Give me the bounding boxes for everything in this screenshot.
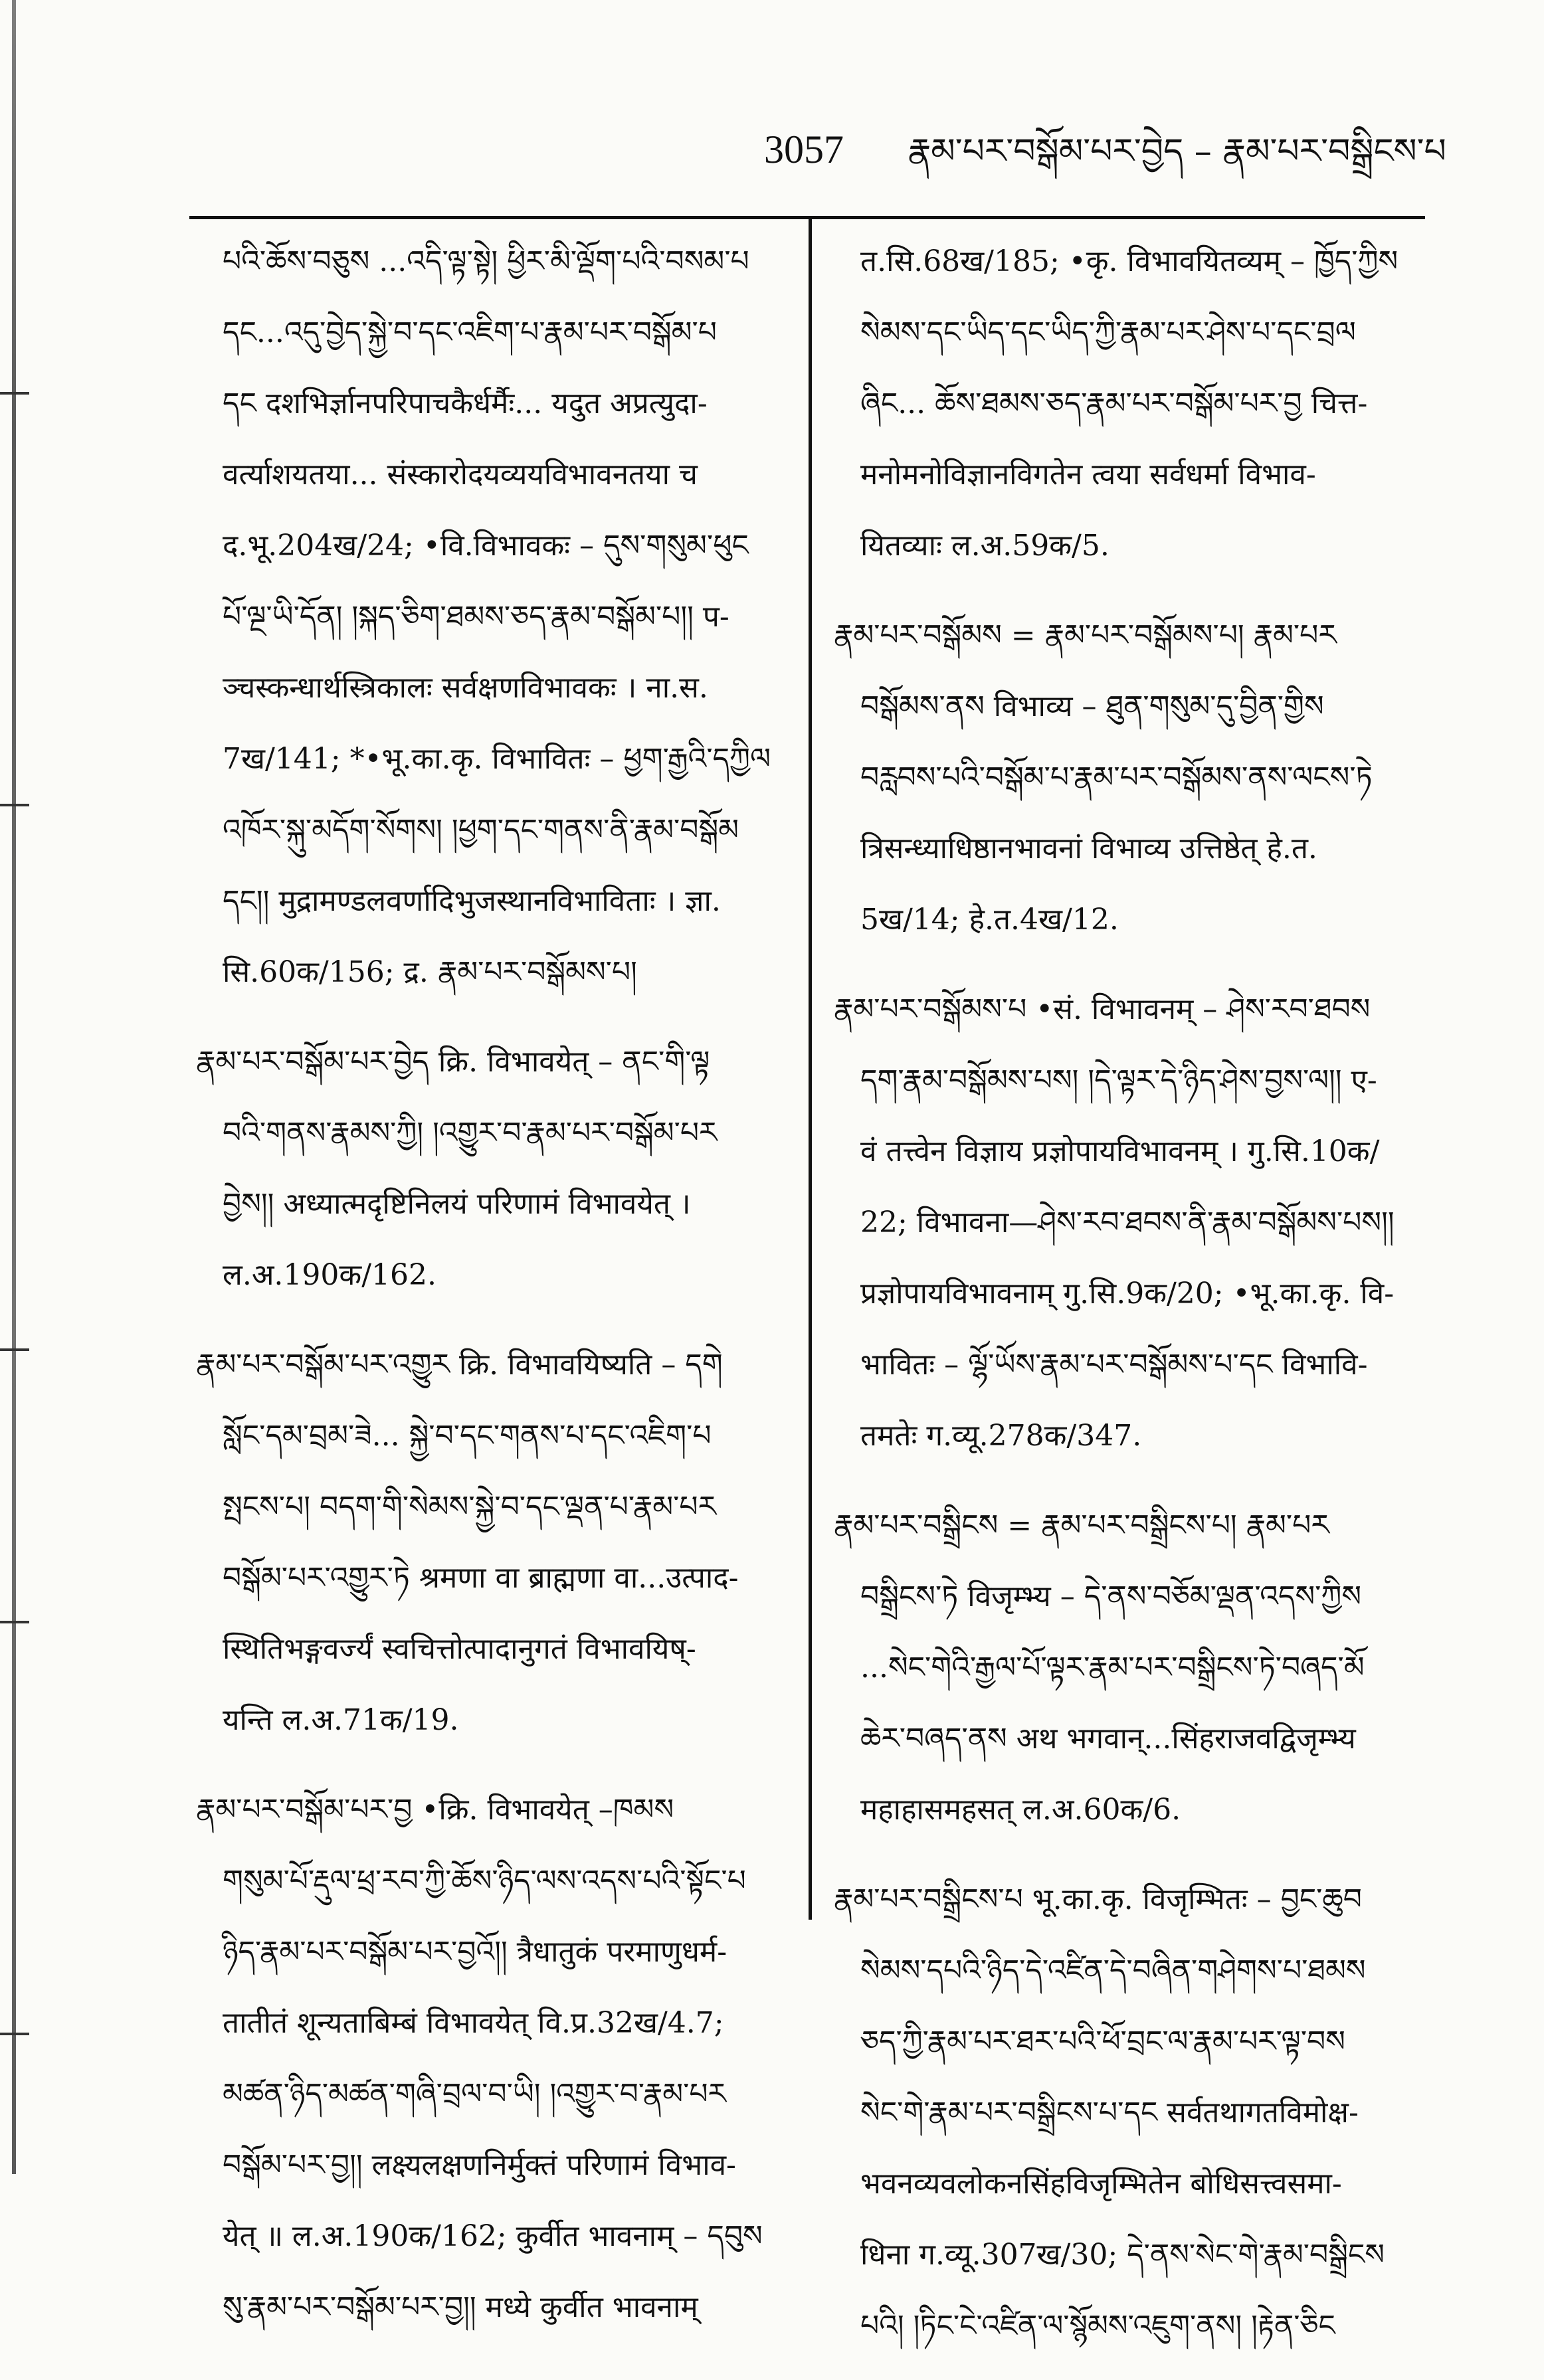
entry-line: सि.60क/156; द्र. རྣམ་པར་བསྒོམས་པ། xyxy=(223,955,637,989)
dictionary-entry xyxy=(196,1774,781,2343)
entry-line: སེམས་དཔའི་ཉིད་དེ་འཛིན་དེ་བཞིན་གཤེགས་པ་ཐམས xyxy=(860,1954,1366,1987)
binding-mark xyxy=(0,2033,29,2035)
entry-line: ཆེར་བཞད་ནས अथ भगवान्...सिंहराजवद्विजृम्भ्य xyxy=(860,1722,1356,1756)
dictionary-entry xyxy=(834,1490,1418,1845)
entry-headline: རྣམ་པར་བསྒོམ་པར་བྱ •क्रि. विभावयेत् –ཁམས xyxy=(196,1793,674,1827)
entry-line: वं तत्त्वेन विज्ञाय प्रज्ञोपायविभावनम् । गु.सि.10क/ xyxy=(860,1135,1380,1168)
entry-headline: རྣམ་པར་བསྒོམ་པར་འགྱུར क्रि. विभावयिष्यति – དགེ xyxy=(196,1348,723,1382)
page-binding-edge xyxy=(12,0,16,2174)
entry-line: ཉིད་རྣམ་པར་བསྒོམ་པར་བྱའོ།། त्रैधातुकं परमाणुधर्म- xyxy=(223,1935,727,1969)
entry-line: དང दशभिर्ज्ञानपरिपाचकैर्धर्मैः... यदुत अप्रत्युदा- xyxy=(223,387,708,420)
entry-line: येत् ॥ ल.अ.190क/162; कुर्वीत भावनाम् – དབུས xyxy=(223,2219,763,2253)
entry-line: ཅད་ཀྱི་རྣམ་པར་ཐར་པའི་ཕོ་བྲང་ལ་རྣམ་པར་ལྟ་བས xyxy=(860,2025,1345,2059)
entry-line: སྤངས་པ། བདག་གི་སེམས་སྐྱེ་བ་དང་ལྡན་པ་རྣམ་པར xyxy=(223,1490,717,1524)
entry-line: 22; विभावना—ཤེས་རབ་ཐབས་ནི་རྣམ་བསྒོམས་པས།། xyxy=(860,1206,1395,1239)
entry-line: བསྒོམས་ནས विभाव्य – ཐུན་གསུམ་དུ་བྱིན་གྱིས xyxy=(860,689,1324,723)
entry-line: དང།། मुद्रामण्डलवर्णादिभुजस्थानविभाविताः । ज्ञा. xyxy=(223,884,721,918)
entry-headline: རྣམ་པར་བསྒྲིངས་པ भू.का.कृ. विजृम्भितः – བྱང་ཆུབ xyxy=(834,1882,1362,1916)
entry-line: यितव्याः ल.अ.59क/5. xyxy=(860,529,1110,563)
entry-headline: རྣམ་པར་བསྒོམས་པ •सं. विभावनम् – ཤེས་རབ་ཐབས xyxy=(834,992,1371,1026)
left-column xyxy=(196,226,781,2361)
entry-line: བའི་གནས་རྣམས་ཀྱི། །འགྱུར་བ་རྣམ་པར་བསྒོམ་པར xyxy=(223,1116,718,1150)
entry-line: སེང་གེ་རྣམ་པར་བསྒྲིངས་པ་དང सर्वतथागतविमोक्ष- xyxy=(860,2096,1359,2130)
entry-line: མཚན་ཉིད་མཚན་གཞི་བྲལ་བ་ཡི། །འགྱུར་བ་རྣམ་པར xyxy=(223,2077,726,2111)
entry-line: महाहासमहसत् ल.अ.60क/6. xyxy=(860,1793,1181,1827)
dictionary-entry xyxy=(196,1026,781,1311)
entry-line: 7ख/141; *•भू.का.कृ. विभावितः – ཕྱག་རྒྱའི་དཀྱིལ xyxy=(223,742,771,776)
entry-line: त.सि.68ख/185; •कृ. विभावयितव्यम् – ཁྱོད་ཀྱིས xyxy=(860,244,1399,278)
entry-line: པའི། །ཏིང་ངེ་འཛིན་ལ་སྙོམས་འཇུག་ནས། །རྟེན་ཅིང xyxy=(860,2309,1335,2343)
binding-mark xyxy=(0,392,29,395)
entry-line: ཞིང... ཆོས་ཐམས་ཅད་རྣམ་པར་བསྒོམ་པར་བྱ चित्त- xyxy=(860,387,1368,420)
binding-mark xyxy=(0,804,29,806)
entry-line: तातीतं शून्यताबिम्बं विभावयेत् वि.प्र.32ख/4.7; xyxy=(223,2006,724,2040)
header-rule xyxy=(189,216,1425,219)
entry-line: སེམས་དང་ཡིད་དང་ཡིད་ཀྱི་རྣམ་པར་ཤེས་པ་དང་བྲལ xyxy=(860,316,1356,349)
binding-mark xyxy=(0,1621,29,1623)
entry-line: བསྒོམ་པར་འགྱུར་ཏེ श्रमणा वा ब्राह्मणा वा...उत्पाद- xyxy=(223,1561,739,1595)
entry-line: པའི་ཆོས་བཅུས ...འདི་ལྟ་སྟེ། ཕྱིར་མི་ལྡོག་པའི་བསམ་པ xyxy=(223,244,749,278)
running-head: རྣམ་པར་བསྒོམ་པར་བྱེད – རྣམ་པར་བསྒྲིངས་པ xyxy=(908,132,1446,171)
entry-line: བསྒྲིངས་ཏེ विजृम्भ्य – དེ་ནས་བཅོམ་ལྡན་འདས་ཀྱིས xyxy=(860,1580,1362,1613)
page-number: 3057 xyxy=(764,128,844,171)
right-column xyxy=(834,226,1418,2380)
binding-mark xyxy=(0,1348,29,1351)
entry-line: त्रिसन्ध्याधिष्ठानभावनां विभाव्य उत्तिष्ठेत् हे.त. xyxy=(860,832,1317,866)
entry-line: यन्ति ल.अ.71क/19. xyxy=(223,1703,459,1737)
entry-headline: རྣམ་པར་བསྒོམས = རྣམ་པར་བསྒོམས་པ། རྣམ་པར xyxy=(834,618,1337,652)
entry-line: བརླབས་པའི་བསྒོམ་པ་རྣམ་པར་བསྒོམས་ནས་ལངས་ཏེ xyxy=(860,761,1373,794)
continued-entry xyxy=(196,226,781,1008)
dictionary-entry xyxy=(834,1864,1418,2361)
dictionary-entry xyxy=(196,1329,781,1756)
entry-line: ...སེང་གེའི་རྒྱལ་པོ་ལྟར་རྣམ་པར་བསྒྲིངས་ཏེ་བཞད་མོ xyxy=(860,1651,1365,1685)
entry-line: भवनव्यवलोकनसिंहविजृम्भितेन बोधिसत्त्वसमा- xyxy=(860,2167,1342,2201)
entry-headline: རྣམ་པར་བསྒོམ་པར་བྱེད क्रि. विभावयेत् – ནང་གི་ལྟ xyxy=(196,1045,710,1079)
entry-line: मनोमनोविज्ञानविगतेन त्वया सर्वधर्मा विभाव- xyxy=(860,458,1316,492)
entry-line: द.भू.204ख/24; •वि.विभावकः – དུས་གསུམ་ཕུང xyxy=(223,529,749,563)
entry-line: དང...འདུ་བྱེད་སྐྱེ་བ་དང་འཇིག་པ་རྣམ་པར་བསྒོམ་པ xyxy=(223,316,717,349)
continued-entry xyxy=(834,226,1418,581)
entry-line: གསུམ་པོ་རྡུལ་ཕྲ་རབ་ཀྱི་ཆོས་ཉིད་ལས་འདས་པའི་སྟོང་པ xyxy=(223,1864,746,1898)
entry-line: དག་རྣམ་བསྒོམས་པས། །དེ་ལྟར་དེ་ཉིད་ཤེས་བྱས་ལ།། ए- xyxy=(860,1063,1377,1097)
entry-line: བསྒོམ་པར་བྱ།། लक्ष्यलक्षणनिर्मुक्तं परिणामं विभाव- xyxy=(223,2148,736,2182)
entry-line: भावितः – ལྷོ་ཡོས་རྣམ་པར་བསྒོམས་པ་དང विभावि- xyxy=(860,1348,1368,1382)
entry-line: 5ख/14; हे.त.4ख/12. xyxy=(860,903,1119,937)
dictionary-entry xyxy=(834,600,1418,955)
entry-line: ञ्चस्कन्धार्थस्त्रिकालः सर्वक्षणविभावकः । ना.स. xyxy=(223,671,708,705)
column-divider xyxy=(809,219,812,1920)
entry-line: प्रज्ञोपायविभावनाम् गु.सि.9क/20; •भू.का.कृ. वि- xyxy=(860,1277,1395,1311)
entry-line: སུ་རྣམ་པར་བསྒོམ་པར་བྱ།། मध्ये कुर्वीत भावनाम् xyxy=(223,2290,698,2324)
dictionary-entry xyxy=(834,974,1418,1471)
entry-line: སློང་དམ་བྲམ་ཟེ... སྐྱེ་བ་དང་གནས་པ་དང་འཇིག་པ xyxy=(223,1419,712,1453)
entry-line: པོ་ལྔ་ཡི་དོན། །སྐད་ཅིག་ཐམས་ཅད་རྣམ་བསྒོམ་པ།། प- xyxy=(223,600,729,634)
entry-headline: རྣམ་པར་བསྒྲིངས = རྣམ་པར་བསྒྲིངས་པ། རྣམ་པར xyxy=(834,1509,1329,1542)
page-header xyxy=(764,120,1446,179)
entry-line: वर्त्याशयतया... संस्कारोदयव्ययविभावनतया च xyxy=(223,458,698,492)
entry-line: བྱེས།། अध्यात्मदृष्टिनिलयं परिणामं विभावयेत् । xyxy=(223,1187,691,1221)
entry-line: धिना ग.व्यू.307ख/30; དེ་ནས་སེང་གེ་རྣམ་བསྒྲིངས xyxy=(860,2238,1385,2272)
entry-line: ल.अ.190क/162. xyxy=(223,1258,436,1292)
entry-line: तमतेः ग.व्यू.278क/347. xyxy=(860,1419,1142,1453)
entry-line: འཁོར་སྐུ་མདོག་སོགས། །ཕྱག་དང་གནས་ནི་རྣམ་བསྒོམ xyxy=(223,813,739,847)
entry-line: स्थितिभङ्गवर्ज्यं स्वचित्तोत्पादानुगतं विभावयिष्- xyxy=(223,1632,696,1666)
